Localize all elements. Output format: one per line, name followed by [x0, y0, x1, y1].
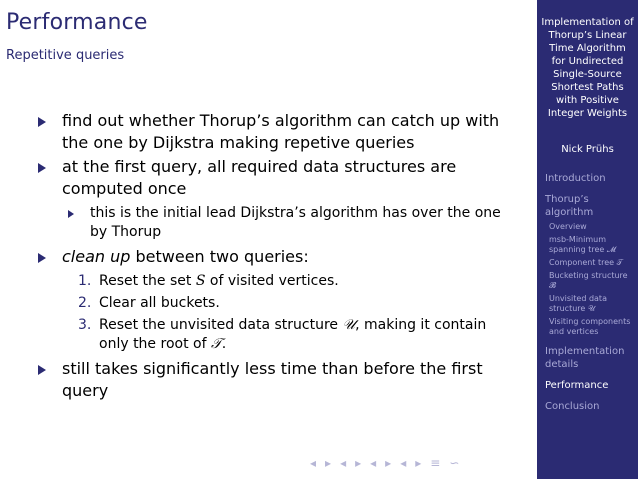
nav-search-icon[interactable]: ∽	[449, 456, 460, 470]
sidebar-subitem-visiting-components[interactable]: Visiting components and vertices	[549, 317, 631, 336]
sidebar-presentation-title[interactable]: Implementation of Thorup’s Linear Time Algorithm for Undirected Single-Source Shortest Paths with Positive Integer Weights	[541, 17, 634, 119]
bullet-text: at the first query, all required data structures are computed once	[62, 157, 457, 198]
enum-item	[62, 272, 518, 291]
emphasis-text: clean up	[62, 247, 131, 266]
sidebar-item-implementation-details[interactable]: Implementation details	[545, 346, 625, 370]
triangle-bullet-icon	[38, 117, 46, 127]
sidebar-item-conclusion[interactable]: Conclusion	[545, 401, 600, 412]
nav-next-slide-icon[interactable]: ▸	[415, 456, 422, 470]
bullet-item	[38, 246, 518, 354]
enum-number: 2.	[78, 295, 92, 311]
sidebar-subitem-component-tree[interactable]: Component tree 𝒯	[549, 258, 623, 267]
enum-text-part: Reset the set	[99, 273, 196, 289]
enum-text-part: of visited vertices.	[205, 273, 339, 289]
bullet-text: find out whether Thorup’s algorithm can catch up with the one by Dijkstra making repetive queries	[62, 111, 500, 152]
nav-prev-frame-icon[interactable]: ◂	[310, 456, 317, 470]
sidebar	[537, 0, 638, 479]
slide-content	[38, 110, 518, 402]
sidebar-subitem-overview[interactable]: Overview	[549, 222, 587, 231]
nav-prev-section-icon[interactable]: ◂	[370, 456, 377, 470]
beamer-navigation-symbols	[310, 456, 459, 470]
frame-subtitle: Repetitive queries	[6, 48, 125, 63]
nav-outline-icon[interactable]: ≡	[430, 456, 441, 470]
enumerated-list	[62, 272, 518, 354]
sidebar-item-performance[interactable]: Performance	[545, 380, 609, 391]
triangle-bullet-icon	[38, 163, 46, 173]
enum-text: Clear all buckets.	[99, 295, 220, 311]
nav-next-frame-icon[interactable]: ▸	[325, 456, 332, 470]
sidebar-item-introduction[interactable]: Introduction	[545, 173, 606, 184]
enum-text-part: , making it contain only the root of	[99, 317, 487, 352]
enum-number: 1.	[78, 273, 92, 289]
sidebar-subitem-unvisited-data-structure[interactable]: Unvisited data structure 𝒰	[549, 294, 607, 313]
sidebar-item-thorups-algorithm[interactable]: Thorup’s algorithm	[545, 194, 594, 218]
sub-bullet-item	[62, 204, 518, 242]
triangle-bullet-icon	[38, 253, 46, 263]
sub-bullet-text: this is the initial lead Dijkstra’s algorithm has over the one by Thorup	[90, 205, 501, 240]
bullet-text	[62, 246, 518, 268]
bullet-text: still takes significantly less time than before the first query	[62, 359, 483, 400]
bullet-text-rest: between two queries:	[130, 247, 309, 266]
nav-next-subsection-icon[interactable]: ▸	[355, 456, 362, 470]
bullet-item	[38, 358, 518, 402]
sidebar-subitem-bucketing-structure[interactable]: Bucketing structure 𝓑	[549, 271, 628, 290]
sub-list	[62, 204, 518, 242]
bullet-item	[38, 156, 518, 242]
math-symbol: 𝒰	[342, 317, 356, 333]
sidebar-author[interactable]: Nick Prühs	[561, 144, 614, 155]
sidebar-navigation	[545, 172, 635, 421]
enum-text-part: .	[221, 336, 227, 352]
enum-text	[99, 272, 518, 291]
nav-prev-slide-icon[interactable]: ◂	[400, 456, 407, 470]
triangle-bullet-icon	[38, 365, 46, 375]
bullet-item	[38, 110, 518, 154]
math-symbol: 𝒯	[210, 336, 222, 352]
small-triangle-bullet-icon	[68, 210, 74, 218]
sidebar-subsection-list	[545, 222, 635, 337]
math-symbol: S	[195, 273, 206, 289]
frame-title: Performance	[6, 10, 148, 35]
enum-item	[62, 294, 518, 313]
sidebar-subitem-msb-minimum-spanning-tree[interactable]: msb-Minimum spanning tree 𝓜	[549, 235, 616, 254]
enum-text-part: Reset the unvisited data structure	[99, 317, 343, 333]
enum-item	[62, 316, 518, 354]
nav-prev-subsection-icon[interactable]: ◂	[340, 456, 347, 470]
enum-text	[99, 316, 518, 354]
enum-number: 3.	[78, 317, 92, 333]
nav-next-section-icon[interactable]: ▸	[385, 456, 392, 470]
